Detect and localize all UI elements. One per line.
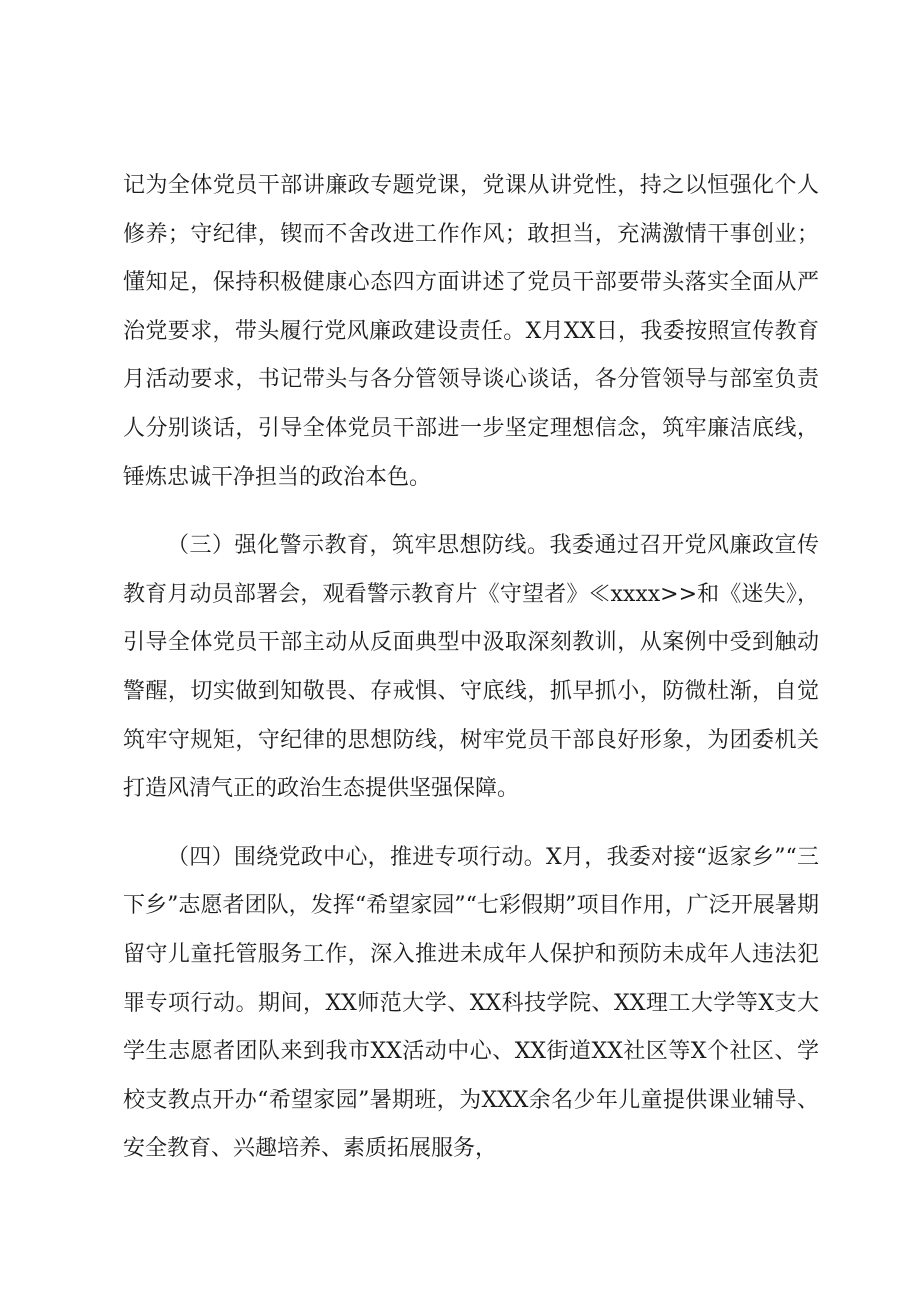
paragraph-section-4: （四）围绕党政中心，推进专项行动。X月，我委对接“返家乡”“三下乡”志愿者团队，发挥“希望家园”“七彩假期”项目作用，广泛开展暑期留守儿童托管服务工作，深入推进未成年人保护和预防未成年人违法犯罪专项行动。期间，XX师范大学、XX科技学院、XX理工大学等X支大学生志愿者团队来到我市XX活动中心、XX街道XX社区等X个社区、学校支教点开办“希望家园”暑期班，为XXX余名少年儿童提供课业辅导、安全教育、兴趣培养、素质拓展服务，	[123, 844, 819, 1162]
paragraph-section-3: （三）强化警示教育，筑牢思想防线。我委通过召开党风廉政宣传教育月动员部署会，观看警示教育片《守望者》≪xxxx>>和《迷失》，引导全体党员干部主动从反面典型中汲取深刻教训，从案例中受到触动警醒，切实做到知敬畏、存戒惧、守底线，抓早抓小，防微杜渐，自觉筑牢守规矩，守纪律的思想防线，树牢党员干部良好形象，为团委机关打造风清气正的政治生态提供坚强保障。	[123, 533, 819, 802]
document-body	[123, 162, 819, 1174]
paragraph-continuation: 记为全体党员干部讲廉政专题党课，党课从讲党性，持之以恒强化个人修养；守纪律，锲而不舍改进工作作风；敢担当，充满激情干事创业；懂知足，保持积极健康心态四方面讲述了党员干部要带头落实全面从严治党要求，带头履行党风廉政建设责任。X月XX日，我委按照宣传教育月活动要求，书记带头与各分管领导谈心谈话，各分管领导与部室负责人分别谈话，引导全体党员干部进一步坚定理想信念，筑牢廉洁底线，锤炼忠诚干净担当的政治本色。	[123, 173, 819, 490]
